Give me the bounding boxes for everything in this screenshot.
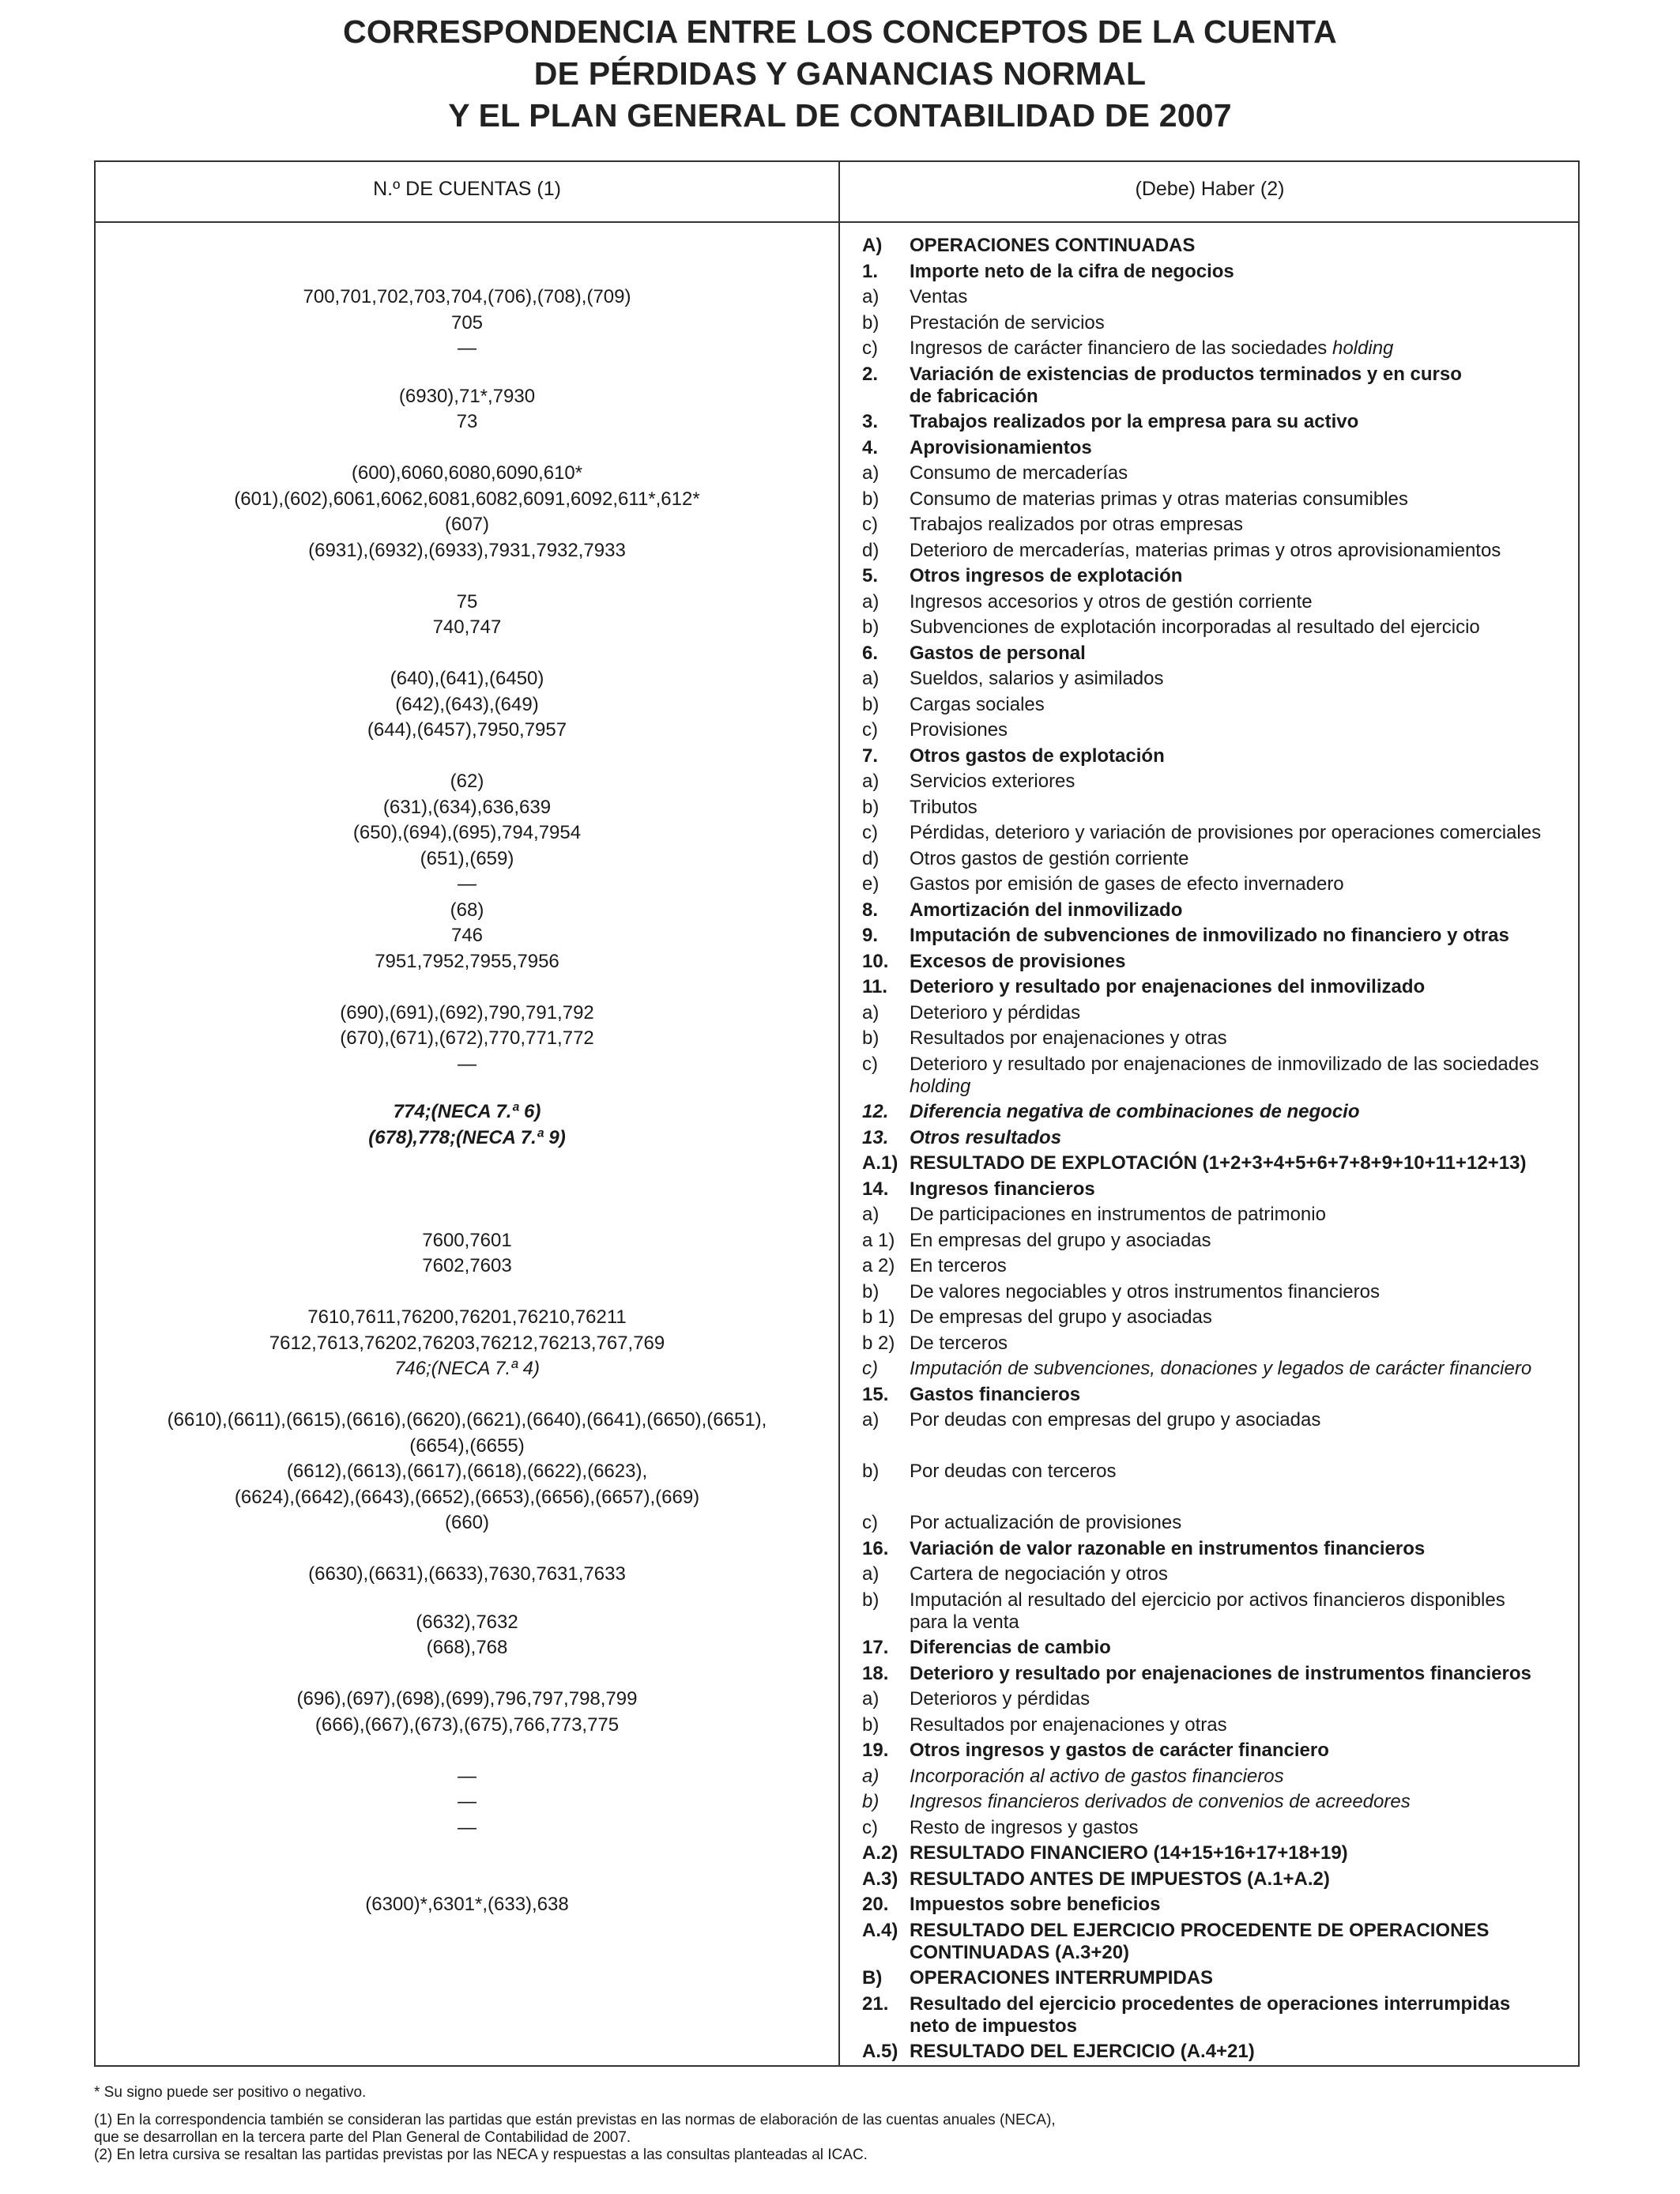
item-label: 20. bbox=[862, 1894, 889, 1915]
item-text-main: RESULTADO FINANCIERO (14+15+16+17+18+19) bbox=[910, 1842, 1348, 1864]
item-text-main: Otros gastos de gestión corriente bbox=[910, 847, 1189, 869]
item-label: B) bbox=[862, 1967, 883, 1989]
account-numbers: — bbox=[458, 337, 477, 359]
item-text-main: Cargas sociales bbox=[910, 693, 1045, 715]
item-text-main: Variación de valor razonable en instrumentos financieros bbox=[910, 1537, 1426, 1559]
item-text bbox=[910, 1054, 1539, 1076]
account-numbers: (660) bbox=[444, 1512, 490, 1533]
item-text bbox=[910, 1255, 1007, 1277]
item-text bbox=[910, 1306, 1212, 1329]
item-text bbox=[910, 1993, 1510, 2015]
item-text bbox=[910, 822, 1541, 844]
item-text-main: Diferencias de cambio bbox=[910, 1637, 1111, 1658]
item-text bbox=[910, 694, 1045, 716]
item-text-main: Consumo de materias primas y otras materias consumibles bbox=[910, 488, 1408, 510]
item-text-main: Ingresos financieros derivados de convenios de acreedores bbox=[910, 1791, 1411, 1812]
item-text bbox=[910, 386, 1038, 408]
account-numbers: (678),778;(NECA 7.ª 9) bbox=[368, 1126, 566, 1148]
item-text-main: Tributos bbox=[910, 796, 977, 818]
item-text-main: De participaciones en instrumentos de patrimonio bbox=[910, 1204, 1326, 1225]
item-label: A.2) bbox=[862, 1842, 898, 1864]
item-text bbox=[910, 643, 1086, 665]
item-text bbox=[910, 261, 1234, 283]
item-text-main: Otros ingresos de explotación bbox=[910, 565, 1183, 586]
item-text-main: para la venta bbox=[910, 1611, 1019, 1633]
item-text bbox=[910, 411, 1358, 433]
item-text bbox=[910, 899, 1182, 922]
account-numbers: (690),(691),(692),790,791,792 bbox=[340, 1001, 594, 1023]
item-label: b) bbox=[862, 311, 880, 334]
item-label: e) bbox=[862, 873, 880, 895]
item-text-main: OPERACIONES CONTINUADAS bbox=[910, 235, 1196, 256]
item-text bbox=[910, 565, 1182, 587]
item-text-main: Impuestos sobre beneficios bbox=[910, 1894, 1161, 1915]
item-text bbox=[910, 591, 1313, 613]
item-text-main: Imputación de subvenciones, donaciones y legados de carácter financiero bbox=[910, 1358, 1532, 1379]
item-text bbox=[910, 1688, 1090, 1710]
item-text bbox=[910, 1076, 970, 1098]
item-text-main: Ingresos financieros bbox=[910, 1178, 1095, 1200]
item-text-main: Imputación al resultado del ejercicio por activos financieros disponibles bbox=[910, 1589, 1505, 1611]
item-text bbox=[910, 364, 1462, 386]
item-text bbox=[910, 1204, 1326, 1226]
item-label: a) bbox=[862, 771, 880, 792]
item-label: a) bbox=[862, 462, 880, 484]
item-text bbox=[910, 2041, 1255, 2063]
item-label: 12. bbox=[862, 1101, 889, 1122]
item-text-italic: holding bbox=[1332, 337, 1394, 359]
account-numbers: 740,747 bbox=[432, 616, 502, 638]
account-numbers: (631),(634),636,639 bbox=[382, 796, 552, 818]
item-label: 18. bbox=[862, 1662, 889, 1684]
account-numbers: — bbox=[458, 1765, 477, 1787]
account-numbers: 7600,7601 bbox=[422, 1229, 512, 1251]
title-line: Y EL PLAN GENERAL DE CONTABILIDAD DE 2007 bbox=[448, 97, 1232, 134]
item-text-main: De empresas del grupo y asociadas bbox=[910, 1306, 1212, 1328]
item-label: 2. bbox=[862, 363, 879, 385]
account-numbers: (601),(602),6061,6062,6081,6082,6091,6092,611*,612* bbox=[234, 488, 700, 510]
item-label: 16. bbox=[862, 1537, 889, 1559]
item-text-main: Aprovisionamientos bbox=[910, 436, 1092, 458]
item-text-main: Amortización del inmovilizado bbox=[910, 899, 1183, 921]
item-text bbox=[910, 1333, 1008, 1355]
item-text-main: CONTINUADAS (A.3+20) bbox=[910, 1941, 1130, 1963]
account-numbers: (642),(643),(649) bbox=[395, 693, 539, 715]
item-label: a) bbox=[862, 1204, 880, 1225]
account-numbers: — bbox=[458, 873, 477, 895]
item-text-main: Ingresos accesorios y otros de gestión corriente bbox=[910, 590, 1313, 613]
item-text-main: Por actualización de provisiones bbox=[910, 1512, 1182, 1533]
item-text bbox=[910, 1358, 1531, 1380]
item-text bbox=[910, 797, 977, 819]
item-text bbox=[910, 1894, 1160, 1916]
item-label: c) bbox=[862, 337, 878, 359]
item-label: d) bbox=[862, 539, 880, 561]
account-numbers: (6930),71*,7930 bbox=[398, 385, 536, 407]
item-text-main: Trabajos realizados por la empresa para su activo bbox=[910, 411, 1359, 432]
item-text bbox=[910, 1512, 1181, 1534]
item-text bbox=[910, 462, 1128, 484]
header-divider bbox=[96, 221, 1578, 223]
item-text bbox=[910, 1637, 1111, 1659]
item-label: 5. bbox=[862, 565, 879, 586]
column-divider bbox=[838, 162, 840, 2065]
item-text bbox=[910, 1740, 1329, 1762]
item-text-main: Subvenciones de explotación incorporadas al resultado del ejercicio bbox=[910, 616, 1480, 638]
account-numbers: (666),(667),(673),(675),766,773,775 bbox=[315, 1713, 620, 1736]
item-label: A.4) bbox=[862, 1919, 898, 1941]
account-numbers: 7612,7613,76202,76203,76212,76213,767,769 bbox=[269, 1332, 665, 1354]
item-text-main: Gastos por emisión de gases de efecto invernadero bbox=[910, 873, 1344, 895]
item-text bbox=[910, 437, 1092, 459]
item-label: b) bbox=[862, 693, 880, 715]
item-text-main: RESULTADO DEL EJERCICIO (A.4+21) bbox=[910, 2041, 1255, 2062]
item-text bbox=[910, 540, 1501, 562]
item-text bbox=[910, 1791, 1411, 1813]
account-numbers: (670),(671),(672),770,771,772 bbox=[340, 1027, 594, 1049]
item-text-main: Excesos de provisiones bbox=[910, 950, 1126, 972]
footnote-1-continued: que se desarrollan en la tercera parte del Plan General de Contabilidad de 2007. bbox=[94, 2129, 631, 2146]
item-text-main: Prestación de servicios bbox=[910, 311, 1105, 334]
account-numbers: 7951,7952,7955,7956 bbox=[375, 950, 559, 972]
item-label: a) bbox=[862, 668, 880, 689]
item-text bbox=[910, 848, 1189, 870]
item-text-main: Pérdidas, deterioro y variación de provisiones por operaciones comerciales bbox=[910, 822, 1542, 843]
item-text-main: Deterioros y pérdidas bbox=[910, 1688, 1090, 1710]
item-text bbox=[910, 1714, 1227, 1736]
account-numbers: 73 bbox=[456, 411, 478, 432]
item-text bbox=[910, 1868, 1330, 1891]
item-text bbox=[910, 1538, 1425, 1560]
item-text-main: Otros gastos de explotación bbox=[910, 745, 1165, 767]
item-text bbox=[910, 1920, 1489, 1942]
item-label: c) bbox=[862, 719, 878, 741]
account-numbers: (6632),7632 bbox=[416, 1611, 518, 1633]
item-label: a) bbox=[862, 286, 880, 307]
item-text-main: holding bbox=[910, 1075, 971, 1097]
item-label: a) bbox=[862, 1001, 880, 1023]
footnote-1: (1) En la correspondencia también se consideran las partidas que están previstas en las normas de elaboración de las cuentas anuales (NECA), bbox=[94, 2112, 1056, 2128]
account-numbers: (62) bbox=[450, 771, 484, 792]
item-text bbox=[910, 1230, 1211, 1252]
item-text-main: OPERACIONES INTERRUMPIDAS bbox=[910, 1967, 1214, 1989]
item-text-main: Deterioro y resultado por enajenaciones de inmovilizado de las sociedades bbox=[910, 1053, 1539, 1075]
item-label: a 1) bbox=[862, 1229, 895, 1251]
account-numbers: 705 bbox=[450, 311, 484, 334]
item-text bbox=[910, 488, 1408, 511]
item-label: c) bbox=[862, 514, 878, 535]
item-text bbox=[910, 1384, 1080, 1406]
item-label: 3. bbox=[862, 411, 879, 432]
item-text-main: de fabricación bbox=[910, 385, 1038, 407]
item-text bbox=[910, 668, 1163, 690]
account-numbers: (668),768 bbox=[426, 1637, 508, 1658]
item-label: A.3) bbox=[862, 1868, 898, 1890]
account-numbers: 746 bbox=[450, 925, 484, 946]
account-numbers: — bbox=[458, 1791, 477, 1812]
item-label: a) bbox=[862, 1409, 880, 1431]
correspondence-table bbox=[94, 160, 1580, 2067]
item-text-main: Diferencia negativa de combinaciones de negocio bbox=[910, 1101, 1360, 1122]
item-label: b) bbox=[862, 1589, 880, 1611]
account-numbers: (640),(641),(6450) bbox=[390, 668, 544, 689]
item-text bbox=[910, 337, 1393, 360]
item-text-main: Cartera de negociación y otros bbox=[910, 1563, 1168, 1585]
item-text-main: Sueldos, salarios y asimilados bbox=[910, 668, 1164, 689]
item-label: b) bbox=[862, 616, 880, 638]
item-text-main: Gastos financieros bbox=[910, 1383, 1081, 1405]
item-text-main: Deterioro y pérdidas bbox=[910, 1001, 1081, 1023]
item-text bbox=[910, 1409, 1320, 1431]
item-label: a) bbox=[862, 1765, 880, 1787]
item-text-main: Importe neto de la cifra de negocios bbox=[910, 260, 1234, 282]
item-label: 4. bbox=[862, 436, 879, 458]
item-text-main: Ventas bbox=[910, 286, 968, 307]
title-line: DE PÉRDIDAS Y GANANCIAS NORMAL bbox=[533, 55, 1147, 92]
item-label: b) bbox=[862, 796, 880, 818]
item-label: b 1) bbox=[862, 1306, 895, 1328]
item-label: 9. bbox=[862, 925, 879, 946]
item-text-main: RESULTADO DE EXPLOTACIÓN (1+2+3+4+5+6+7+8+9+10+11+12+13) bbox=[910, 1152, 1527, 1174]
item-text bbox=[910, 925, 1509, 947]
account-numbers: 774;(NECA 7.ª 6) bbox=[393, 1101, 541, 1122]
item-text-main: Servicios exteriores bbox=[910, 771, 1075, 792]
account-numbers: (644),(6457),7950,7957 bbox=[367, 719, 567, 741]
account-numbers: (600),6060,6080,6090,610* bbox=[351, 462, 583, 484]
item-text-main: Consumo de mercaderías bbox=[910, 462, 1128, 484]
item-label: a 2) bbox=[862, 1255, 895, 1276]
item-text bbox=[910, 1612, 1019, 1634]
item-label: a) bbox=[862, 1563, 880, 1585]
item-label: a) bbox=[862, 1688, 880, 1710]
item-text-main: Otros ingresos y gastos de carácter financiero bbox=[910, 1740, 1329, 1761]
account-numbers: (6612),(6613),(6617),(6618),(6622),(6623), bbox=[286, 1461, 648, 1482]
item-text bbox=[910, 1967, 1213, 1989]
account-numbers: (696),(697),(698),(699),796,797,798,799 bbox=[296, 1688, 638, 1710]
item-label: c) bbox=[862, 1358, 878, 1379]
item-text bbox=[910, 1663, 1531, 1685]
item-text-main: Resultados por enajenaciones y otras bbox=[910, 1027, 1227, 1049]
item-text bbox=[910, 976, 1425, 998]
item-text-main: Por deudas con empresas del grupo y asociadas bbox=[910, 1409, 1321, 1431]
item-label: b) bbox=[862, 1280, 880, 1302]
item-label: c) bbox=[862, 822, 878, 843]
item-text bbox=[910, 1027, 1227, 1050]
item-label: 17. bbox=[862, 1637, 889, 1658]
item-text bbox=[910, 1817, 1139, 1839]
item-text bbox=[910, 1152, 1526, 1174]
item-text bbox=[910, 616, 1480, 639]
account-numbers: 700,701,702,703,704,(706),(708),(709) bbox=[303, 286, 631, 307]
header-debe-haber: (Debe) Haber (2) bbox=[1135, 178, 1285, 200]
item-label: b) bbox=[862, 1713, 880, 1736]
account-numbers: (650),(694),(695),794,7954 bbox=[352, 822, 582, 843]
footnote-sign: * Su signo puede ser positivo o negativo. bbox=[94, 2084, 367, 2101]
account-numbers: (6300)*,6301*,(633),638 bbox=[365, 1894, 569, 1915]
item-label: A.1) bbox=[862, 1152, 898, 1174]
item-label: b) bbox=[862, 1027, 880, 1049]
item-text bbox=[910, 1589, 1505, 1612]
item-label: 15. bbox=[862, 1383, 889, 1405]
item-text-main: Otros resultados bbox=[910, 1126, 1062, 1148]
item-text bbox=[910, 235, 1195, 257]
item-text bbox=[910, 951, 1125, 973]
item-text bbox=[910, 1461, 1116, 1483]
item-text-main: De terceros bbox=[910, 1332, 1008, 1354]
item-text-main: RESULTADO ANTES DE IMPUESTOS (A.1+A.2) bbox=[910, 1868, 1330, 1890]
item-label: 11. bbox=[862, 976, 888, 997]
item-text bbox=[910, 286, 967, 308]
item-text-main: Imputación de subvenciones de inmovilizado no financiero y otras bbox=[910, 925, 1509, 946]
item-label: b) bbox=[862, 1461, 880, 1482]
item-text-main: Deterioro de mercaderías, materias primas y otros aprovisionamientos bbox=[910, 539, 1501, 561]
item-text-main: neto de impuestos bbox=[910, 2015, 1078, 2037]
account-numbers: 7602,7603 bbox=[422, 1255, 512, 1276]
item-text bbox=[910, 1101, 1360, 1123]
account-numbers: — bbox=[458, 1053, 477, 1075]
item-label: b) bbox=[862, 1791, 880, 1812]
account-numbers: (6931),(6932),(6933),7931,7932,7933 bbox=[308, 539, 626, 561]
item-label: 10. bbox=[862, 950, 889, 972]
item-text-main: Trabajos realizados por otras empresas bbox=[910, 514, 1243, 535]
item-label: c) bbox=[862, 1512, 878, 1533]
header-accounts: N.º DE CUENTAS (1) bbox=[373, 178, 561, 200]
title-line: CORRESPONDENCIA ENTRE LOS CONCEPTOS DE LA CUENTA bbox=[343, 13, 1337, 50]
item-text bbox=[910, 1842, 1348, 1864]
item-text-main: Ingresos de carácter financiero de las sociedades bbox=[910, 337, 1328, 359]
item-label: c) bbox=[862, 1816, 878, 1838]
item-text bbox=[910, 1127, 1061, 1149]
item-label: 19. bbox=[862, 1740, 889, 1761]
item-text-main: Resultado del ejercicio procedentes de operaciones interrumpidas bbox=[910, 1992, 1511, 2015]
item-text bbox=[910, 719, 1008, 741]
account-numbers: (607) bbox=[444, 514, 490, 535]
item-text bbox=[910, 873, 1344, 895]
account-numbers: 746;(NECA 7.ª 4) bbox=[394, 1358, 541, 1379]
item-text bbox=[910, 1281, 1380, 1303]
item-label: 8. bbox=[862, 899, 879, 921]
item-label: A) bbox=[862, 235, 883, 256]
document-title bbox=[0, 11, 1680, 137]
item-text-main: Incorporación al activo de gastos financieros bbox=[910, 1765, 1284, 1787]
account-numbers: (68) bbox=[450, 899, 484, 921]
account-numbers: 75 bbox=[456, 590, 478, 613]
item-text bbox=[910, 745, 1165, 767]
account-numbers: (6630),(6631),(6633),7630,7631,7633 bbox=[308, 1563, 626, 1585]
item-text-main: Resultados por enajenaciones y otras bbox=[910, 1713, 1227, 1736]
item-text bbox=[910, 2015, 1077, 2038]
item-label: b 2) bbox=[862, 1332, 895, 1354]
item-text bbox=[910, 1563, 1168, 1585]
item-label: 1. bbox=[862, 260, 879, 282]
account-numbers: — bbox=[458, 1816, 477, 1838]
item-label: 21. bbox=[862, 1992, 889, 2015]
item-text bbox=[910, 1002, 1080, 1024]
item-label: d) bbox=[862, 847, 880, 869]
account-numbers: (6624),(6642),(6643),(6652),(6653),(6656),(6657),(669) bbox=[234, 1486, 700, 1508]
account-numbers: (6610),(6611),(6615),(6616),(6620),(6621),(6640),(6641),(6650),(6651), bbox=[167, 1409, 767, 1431]
item-text-main: RESULTADO DEL EJERCICIO PROCEDENTE DE OPERACIONES bbox=[910, 1919, 1490, 1941]
footnote-2: (2) En letra cursiva se resaltan las partidas previstas por las NECA y respuestas a las consultas planteadas al ICAC. bbox=[94, 2147, 868, 2163]
item-text-main: Resto de ingresos y gastos bbox=[910, 1816, 1139, 1838]
item-text bbox=[910, 771, 1075, 793]
item-label: b) bbox=[862, 488, 880, 510]
item-text-main: Por deudas con terceros bbox=[910, 1461, 1117, 1482]
item-text bbox=[910, 1942, 1129, 1964]
item-text-main: Gastos de personal bbox=[910, 642, 1086, 664]
item-text bbox=[910, 1766, 1284, 1788]
item-text-main: En empresas del grupo y asociadas bbox=[910, 1229, 1211, 1251]
item-label: 14. bbox=[862, 1178, 889, 1200]
account-numbers: (6654),(6655) bbox=[409, 1434, 525, 1457]
item-label: A.5) bbox=[862, 2041, 898, 2062]
item-text bbox=[910, 1178, 1095, 1201]
item-text-main: Provisiones bbox=[910, 719, 1008, 741]
item-label: a) bbox=[862, 590, 880, 613]
item-text-main: En terceros bbox=[910, 1255, 1007, 1276]
item-label: 13. bbox=[862, 1126, 889, 1148]
item-text-main: Deterioro y resultado por enajenaciones de instrumentos financieros bbox=[910, 1662, 1531, 1684]
item-text-main: De valores negociables y otros instrumentos financieros bbox=[910, 1280, 1380, 1302]
item-label: 6. bbox=[862, 642, 879, 664]
item-text-main: Variación de existencias de productos terminados y en curso bbox=[910, 363, 1462, 385]
account-numbers: (651),(659) bbox=[420, 847, 514, 869]
item-text bbox=[910, 514, 1243, 536]
account-numbers: 7610,7611,76200,76201,76210,76211 bbox=[307, 1306, 627, 1328]
item-text bbox=[910, 312, 1105, 334]
item-label: 7. bbox=[862, 745, 879, 767]
item-label: c) bbox=[862, 1053, 878, 1075]
item-text-main: Deterioro y resultado por enajenaciones del inmovilizado bbox=[910, 976, 1426, 997]
